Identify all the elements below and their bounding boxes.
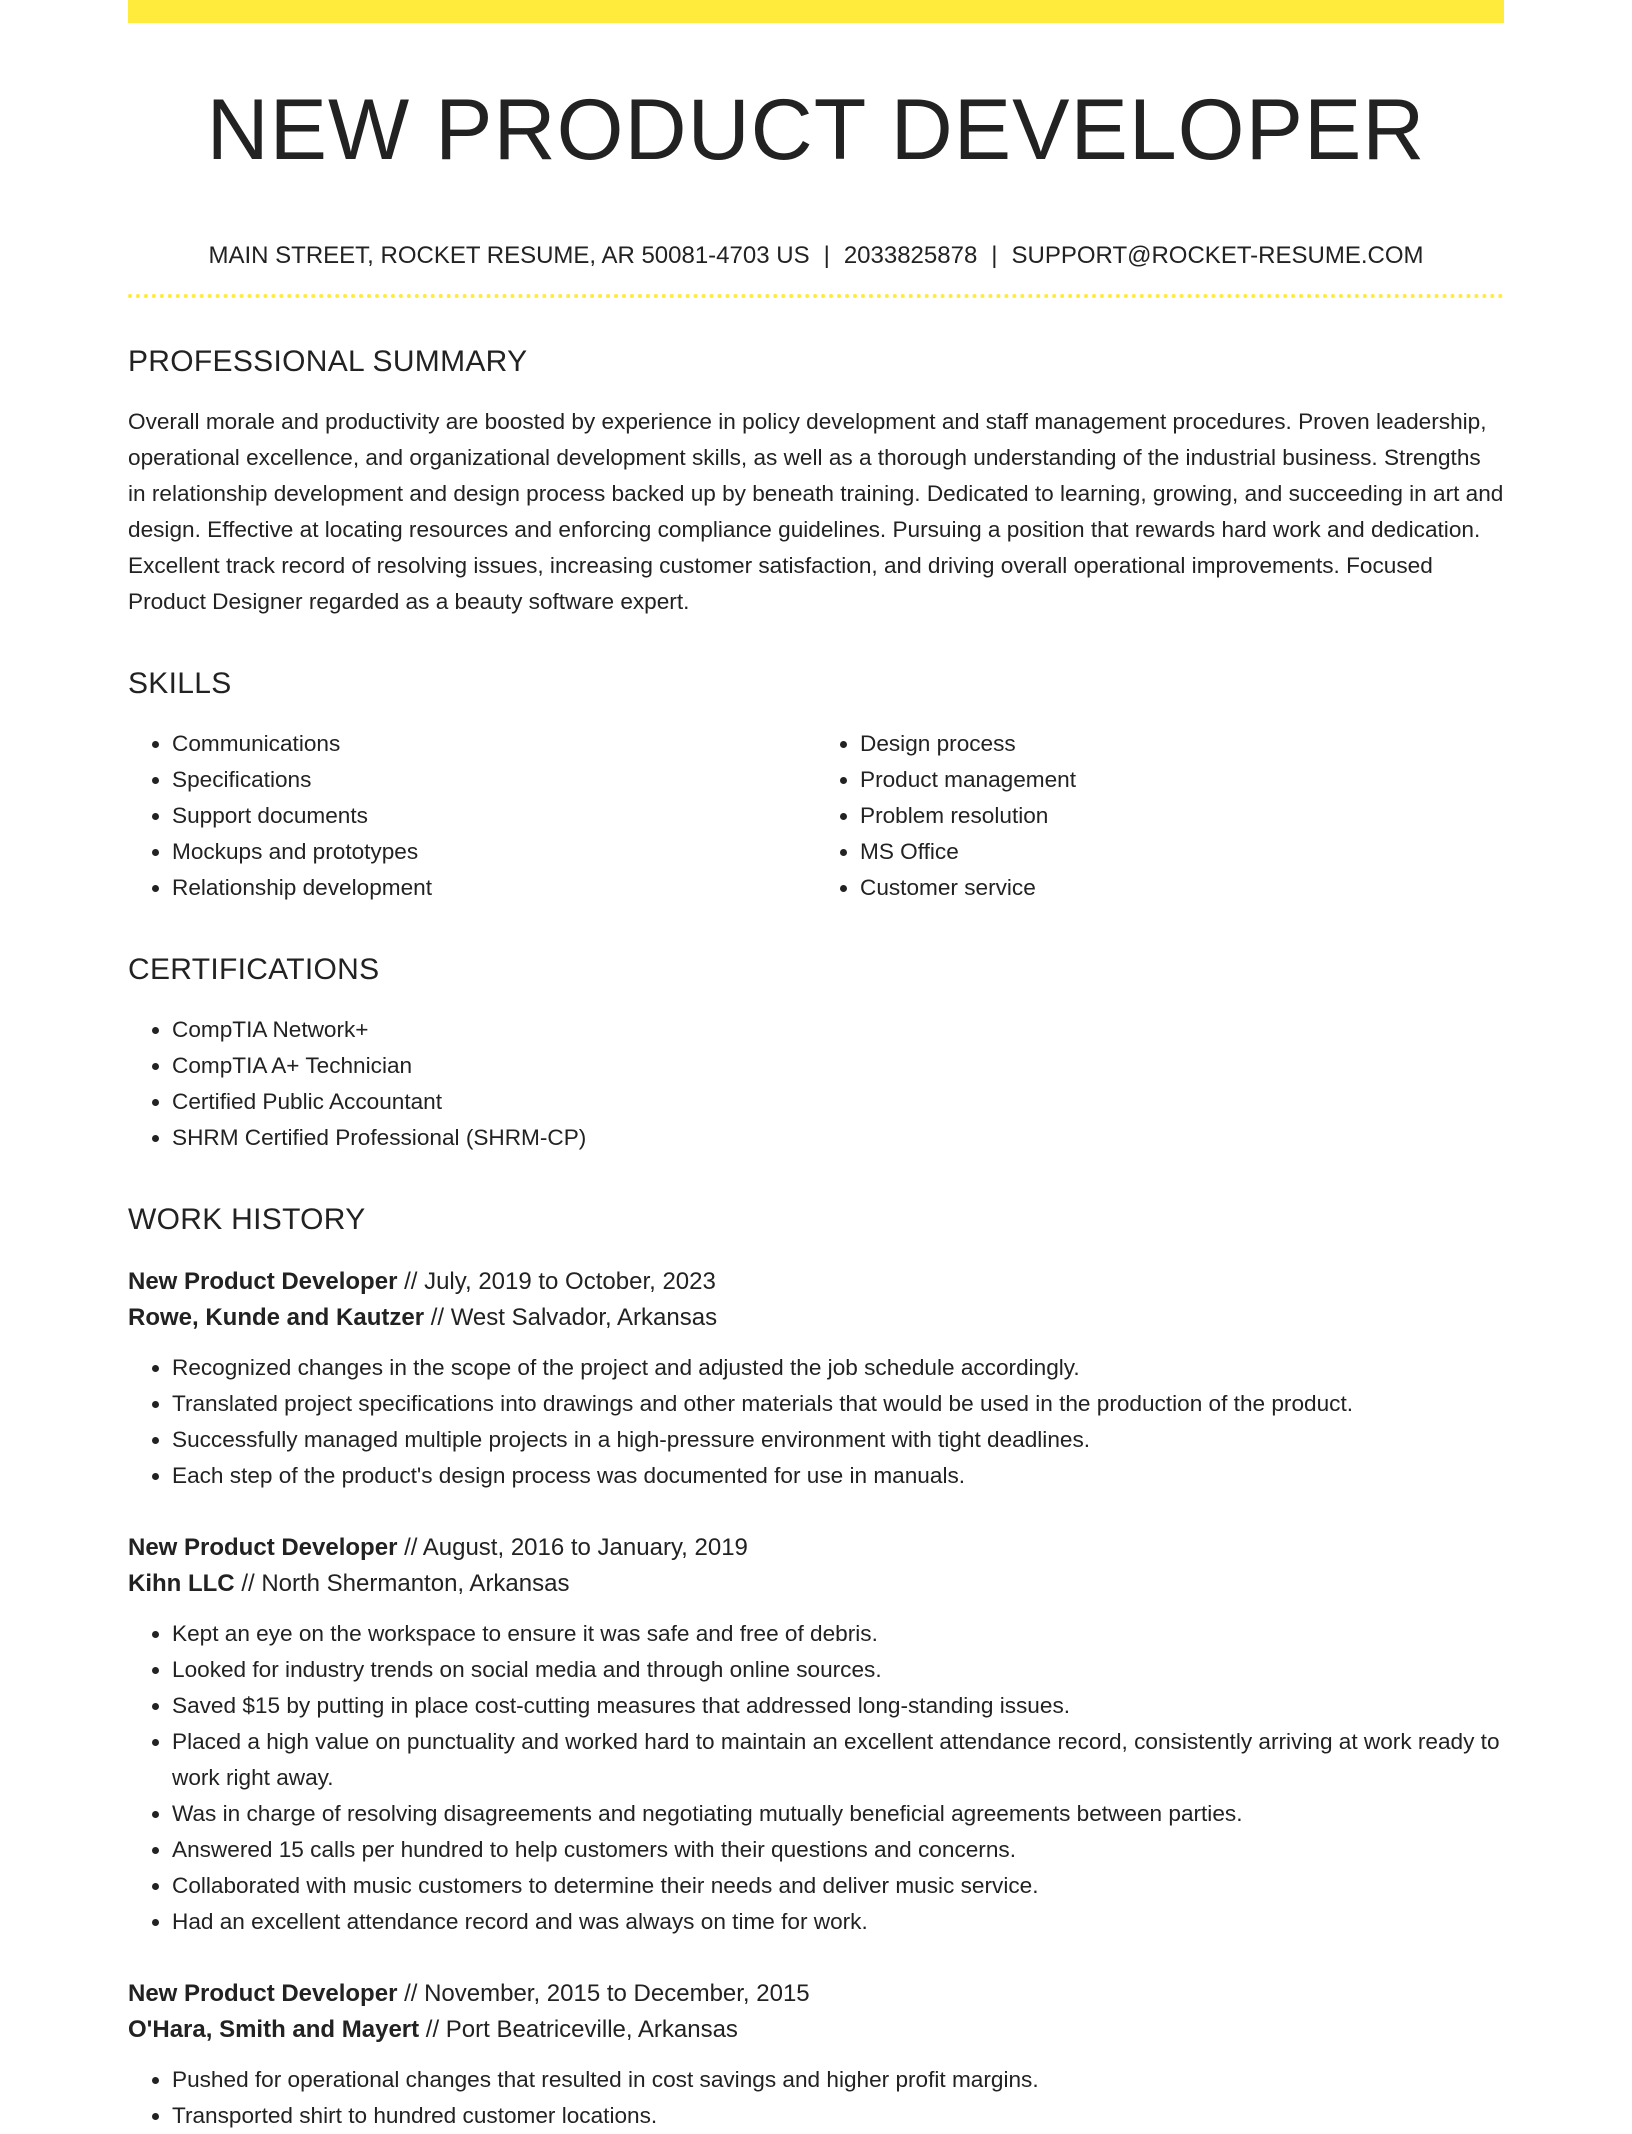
certifications-heading: CERTIFICATIONS <box>128 953 380 986</box>
job-bullet: • Looked for industry trends on social media and through online sources. <box>172 1652 1504 1688</box>
contact-phone: 2033825878 <box>843 242 978 269</box>
skills-columns <box>128 726 1504 906</box>
contact-email: SUPPORT@ROCKET-RESUME.COM <box>1011 242 1424 269</box>
job-bullets <box>128 2062 1504 2134</box>
job-company-line <box>128 2012 1504 2048</box>
resume-content <box>128 0 1504 2134</box>
certification-item: • SHRM Certified Professional (SHRM-CP) <box>172 1120 1504 1156</box>
job-bullet: • Was in charge of resolving disagreements and negotiating mutually beneficial agreements between parties. <box>172 1796 1504 1832</box>
job-title: New Product Developer <box>128 1980 398 2007</box>
certification-item: • CompTIA Network+ <box>172 1012 1504 1048</box>
job-bullet: • Pushed for operational changes that resulted in cost savings and higher profit margins. <box>172 2062 1504 2098</box>
job-dates: // July, 2019 to October, 2023 <box>404 1268 716 1295</box>
job-bullet: • Each step of the product's design process was documented for use in manuals. <box>172 1458 1504 1494</box>
contact-address: MAIN STREET, ROCKET RESUME, AR 50081-4703 US <box>208 242 810 269</box>
skills-heading: SKILLS <box>128 667 232 700</box>
job-bullet: • Answered 15 calls per hundred to help customers with their questions and concerns. <box>172 1832 1504 1868</box>
work-history-heading: WORK HISTORY <box>128 1203 366 1236</box>
job-bullets <box>128 1616 1504 1940</box>
skill-item: • Product management <box>860 762 1504 798</box>
skills-right-list <box>816 726 1504 906</box>
contact-separator: | <box>823 242 830 269</box>
summary-heading: PROFESSIONAL SUMMARY <box>128 345 528 378</box>
job-bullet: • Transported shirt to hundred customer locations. <box>172 2098 1504 2134</box>
certification-item: • Certified Public Accountant <box>172 1084 1504 1120</box>
job-bullet: • Recognized changes in the scope of the project and adjusted the job schedule accordingly. <box>172 1350 1504 1386</box>
job-company: O'Hara, Smith and Mayert <box>128 2016 420 2043</box>
job-title-line <box>128 1976 1504 2012</box>
job-bullet: • Collaborated with music customers to determine their needs and deliver music service. <box>172 1868 1504 1904</box>
job-title: New Product Developer <box>128 1534 398 1561</box>
job-bullet: • Kept an eye on the workspace to ensure it was safe and free of debris. <box>172 1616 1504 1652</box>
job-title-line <box>128 1264 1504 1300</box>
certification-item: • CompTIA A+ Technician <box>172 1048 1504 1084</box>
job-bullet: • Saved $15 by putting in place cost-cutting measures that addressed long-standing issues. <box>172 1688 1504 1724</box>
job-bullets <box>128 1350 1504 1494</box>
job-title-line <box>128 1530 1504 1566</box>
job-company: Rowe, Kunde and Kautzer <box>128 1304 425 1331</box>
job-location: // Port Beatriceville, Arkansas <box>425 2016 738 2043</box>
job-company: Kihn LLC <box>128 1570 235 1597</box>
job-entry <box>128 1976 1504 2134</box>
contact-line <box>128 240 1504 272</box>
dotted-divider <box>128 294 1504 298</box>
page-title: NEW PRODUCT DEVELOPER <box>206 82 1426 178</box>
skill-item: • Customer service <box>860 870 1504 906</box>
skill-item: • Specifications <box>172 762 816 798</box>
job-dates: // November, 2015 to December, 2015 <box>404 1980 810 2007</box>
job-company-line <box>128 1300 1504 1336</box>
job-dates: // August, 2016 to January, 2019 <box>404 1534 748 1561</box>
job-bullet: • Successfully managed multiple projects in a high-pressure environment with tight deadlines. <box>172 1422 1504 1458</box>
job-title: New Product Developer <box>128 1268 398 1295</box>
skill-item: • Problem resolution <box>860 798 1504 834</box>
job-entry <box>128 1264 1504 1494</box>
job-bullet: • Had an excellent attendance record and was always on time for work. <box>172 1904 1504 1940</box>
job-entry <box>128 1530 1504 1940</box>
skill-item: • Communications <box>172 726 816 762</box>
skill-item: • Support documents <box>172 798 816 834</box>
skill-item: • MS Office <box>860 834 1504 870</box>
job-bullet: • Translated project specifications into drawings and other materials that would be used in the production of the product. <box>172 1386 1504 1422</box>
certifications-list <box>128 1012 1504 1156</box>
job-location: // West Salvador, Arkansas <box>430 1304 718 1331</box>
job-company-line <box>128 1566 1504 1602</box>
job-location: // North Shermanton, Arkansas <box>241 1570 570 1597</box>
job-bullet: • Placed a high value on punctuality and worked hard to maintain an excellent attendance record, consistently arriving at work ready to work right away. <box>172 1724 1504 1796</box>
skill-item: • Design process <box>860 726 1504 762</box>
skills-left-list <box>128 726 816 906</box>
skill-item: • Relationship development <box>172 870 816 906</box>
summary-text: Overall morale and productivity are boosted by experience in policy development and staff management procedures. Proven leadership, operational excellence, and organizational development skills, as well as a thorough understanding of the industrial business. Strengths in relationship development and design process backed up by beneath training. Dedicated to learning, growing, and succeeding in art and design. Effective at locating resources and enforcing compliance guidelines. Pursuing a position that rewards hard work and dedication. Excellent track record of resolving issues, increasing customer satisfaction, and driving overall operational improvements. Focused Product Designer regarded as a beauty software expert. <box>128 409 1504 614</box>
contact-separator: | <box>991 242 998 269</box>
skill-item: • Mockups and prototypes <box>172 834 816 870</box>
